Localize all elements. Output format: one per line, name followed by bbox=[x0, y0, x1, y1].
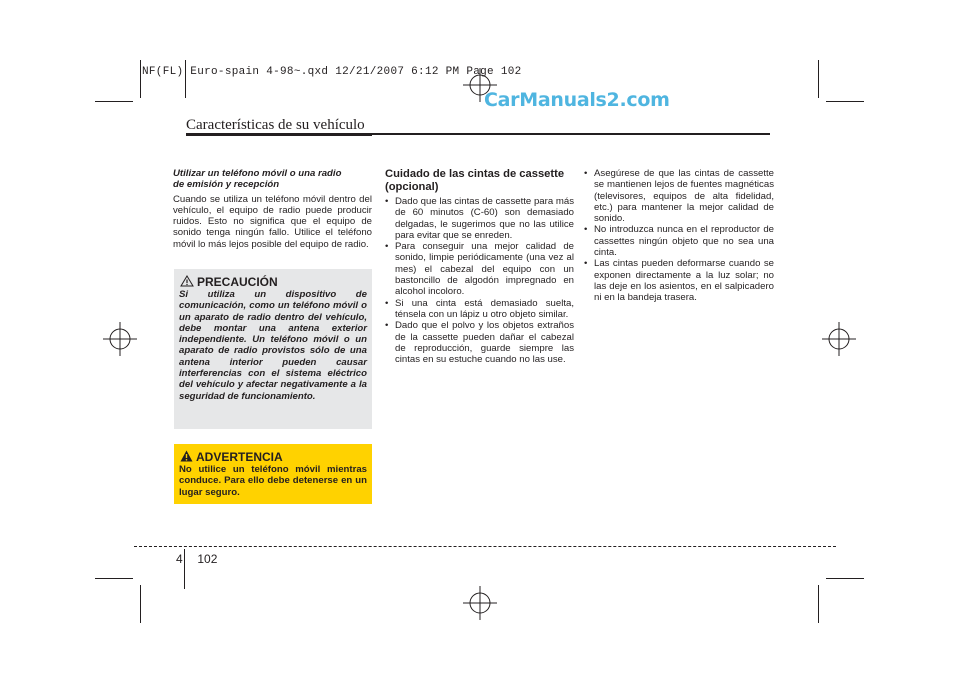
list-item: • Dado que las cintas de cassette para más de 60 minutos (C-60) son demasiado delgadas, le sugerimos que no las utilice para evitar que se enreden. bbox=[385, 196, 574, 241]
list-item: • No introduzca nunca en el reproductor de cassettes ningún objeto que no sea una cinta. bbox=[584, 224, 774, 259]
bullet-icon: • bbox=[584, 224, 588, 236]
bullet-icon: • bbox=[584, 168, 588, 179]
warning-box bbox=[174, 444, 372, 504]
title-rule-accent bbox=[186, 133, 372, 136]
column-2 bbox=[385, 168, 574, 365]
precaution-body: Si utiliza un dispositivo de comunicación, como un teléfono móvil o un aparato de radio dentro del vehículo, debe montar una antena exterior independiente. Un teléfono móvil o un aparato de radio provistos sólo de una antena interior pueden causar interferencias con el sistema eléctrico del vehículo y afectar negativamente a la seguridad de funcionamiento. bbox=[179, 289, 367, 402]
precaution-box bbox=[174, 269, 372, 429]
cassette-care-list bbox=[385, 196, 574, 365]
list-item: • Asegúrese de que las cintas de cassette se mantienen lejos de fuentes magnéticas (televisores, equipos de alta fidelidad, etc.) para mantener la mejor calidad de sonido. bbox=[584, 168, 774, 225]
list-item: • Dado que el polvo y los objetos extraños de la cassette pueden dañar el cabezal de reproducción, guarde siempre las cintas en su estuche cuando no las use. bbox=[385, 320, 574, 366]
list-item: • Para conseguir una mejor calidad de sonido, limpie periódicamente (una vez al mes) el cabezal del equipo con un bastoncillo de algodón impregnado en alcohol incoloro. bbox=[385, 241, 574, 298]
list-item: • Si una cinta está demasiado suelta, ténsela con un lápiz u otro objeto similar. bbox=[385, 297, 574, 320]
mobile-phone-paragraph: Cuando se utiliza un teléfono móvil dentro del vehículo, el equipo de radio puede producir ruidos. Esto no significa que el equipo de sonido tenga ningún fallo. Utilice el teléfono móvil lo más lejos posible del equipo de radio. bbox=[173, 193, 372, 250]
print-slug: NF(FL) Euro-spain 4-98~.qxd 12/21/2007 6:12 PM Page 102 bbox=[142, 66, 522, 78]
chapter-number: 4 bbox=[176, 552, 183, 566]
bullet-icon: • bbox=[385, 297, 389, 309]
warning-body: No utilice un teléfono móvil mientras conduce. Para ello debe detenerse en un lugar seguro. bbox=[179, 464, 367, 498]
cassette-care-list-continued bbox=[584, 168, 774, 304]
column-1 bbox=[173, 168, 372, 250]
cassette-care-heading: Cuidado de las cintas de cassette (opcional) bbox=[385, 168, 565, 193]
page-number bbox=[176, 552, 217, 566]
column-3 bbox=[584, 168, 774, 304]
warning-heading: ADVERTENCIA bbox=[196, 450, 283, 464]
mobile-phone-subheading: Utilizar un teléfono móvil o una radio de emisión y recepción bbox=[173, 168, 342, 191]
registration-mark-bottom bbox=[463, 586, 497, 620]
bullet-icon: • bbox=[385, 196, 389, 207]
warning-triangle-icon bbox=[180, 450, 193, 462]
bullet-icon: • bbox=[584, 258, 588, 270]
precaution-heading: PRECAUCIÓN bbox=[197, 275, 278, 289]
page-number-value: 102 bbox=[197, 552, 218, 566]
footer-dashed-rule bbox=[134, 546, 836, 547]
registration-mark-right bbox=[822, 322, 856, 356]
section-title: Características de su vehículo bbox=[186, 117, 365, 133]
registration-mark-left bbox=[103, 322, 137, 356]
watermark-logo: CarManuals2.com bbox=[484, 89, 670, 111]
caution-triangle-icon bbox=[180, 275, 194, 287]
list-item: • Las cintas pueden deformarse cuando se exponen directamente a la luz solar; no las deje en los asientos, en el salpicadero ni en la bandeja trasera. bbox=[584, 258, 774, 304]
bullet-icon: • bbox=[385, 320, 389, 332]
bullet-icon: • bbox=[385, 241, 389, 253]
